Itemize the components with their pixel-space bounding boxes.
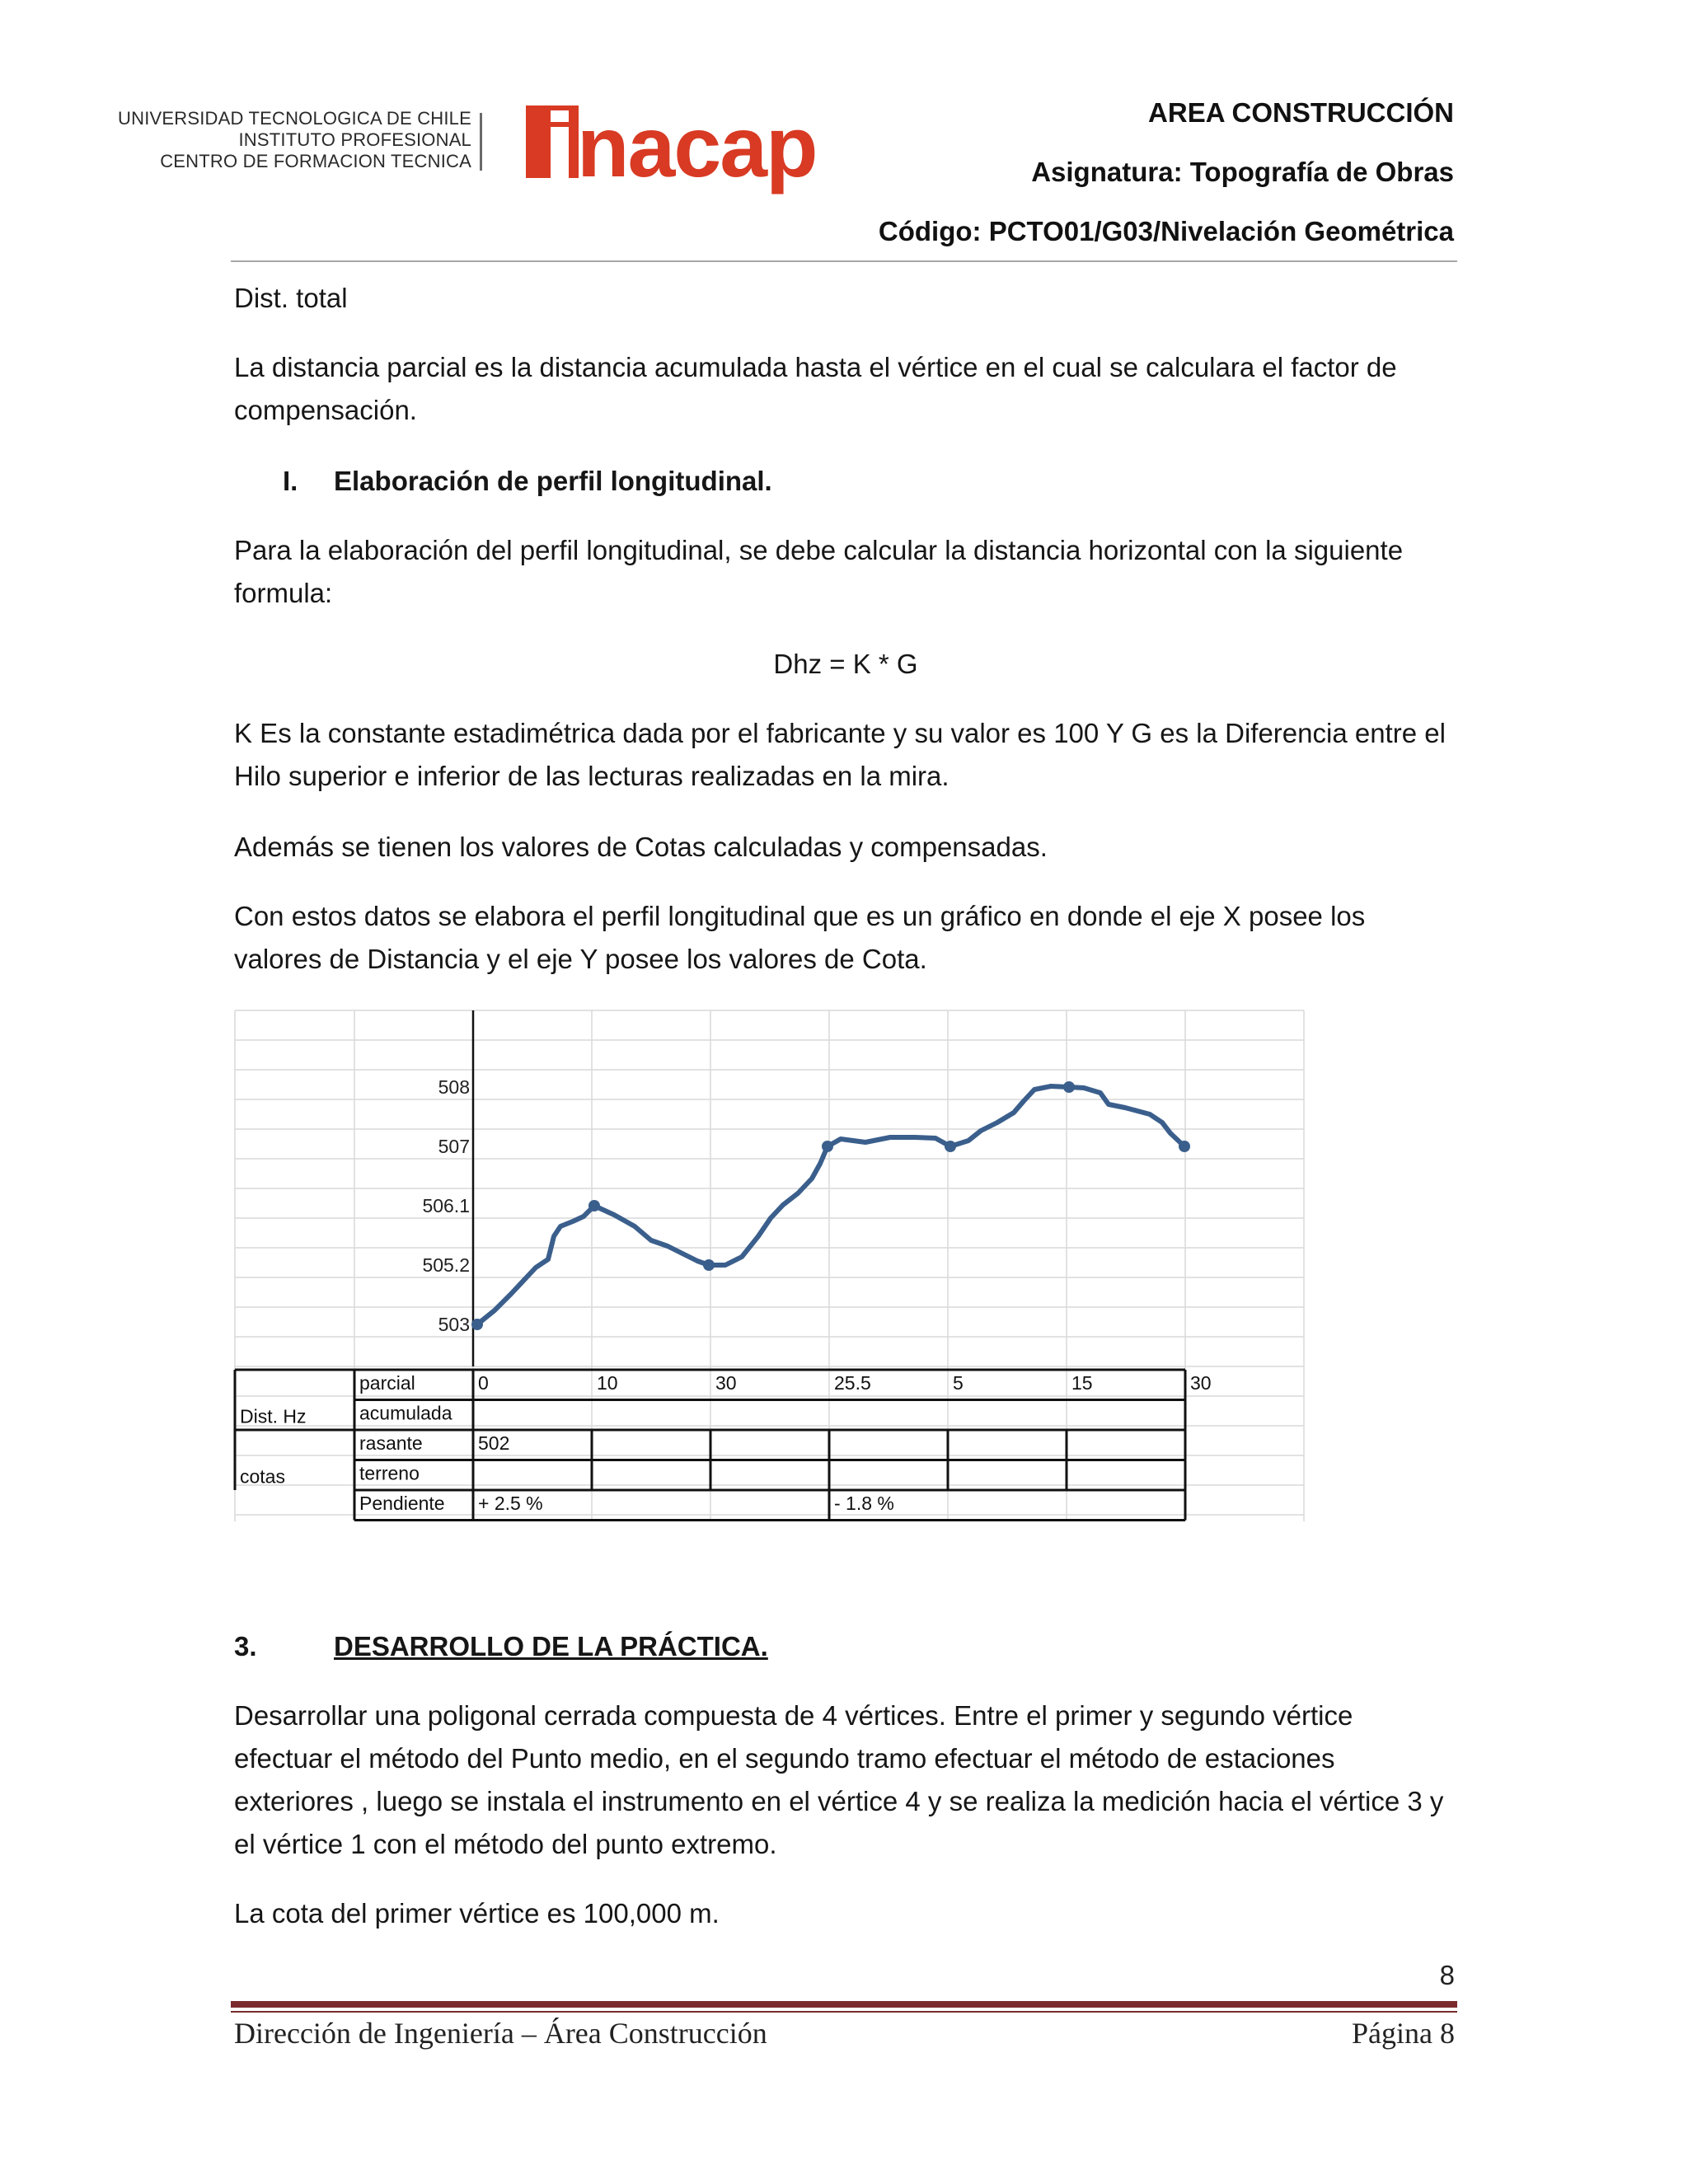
y-tick-labels <box>422 1076 470 1335</box>
paragraph-elaboracion: Para la elaboración del perfil longitudinal, se debe calcular la distancia horizontal con la siguiente formula: <box>234 535 1404 608</box>
page-number: 8 <box>1439 1960 1455 1990</box>
parcial-value: 25.5 <box>834 1372 871 1394</box>
paragraph-desarrollo: Desarrollar una poligonal cerrada compuesta de 4 vértices. Entre el primer y segundo vértice efectuar el método del Punto medio, en el segundo tramo efectuar el método de estaciones exteriores , luego se instala el instrumento en el vértice 4 y se realiza la medición hacia el vértice 3 y el vértice 1 con el método del punto extremo. <box>234 1700 1444 1859</box>
paragraph-distancia-parcial: La distancia parcial es la distancia acumulada hasta el vértice en el cual se calculara el factor de compensación. <box>234 352 1397 425</box>
section-i-number: I. <box>283 466 298 496</box>
profile-points <box>471 1081 1190 1330</box>
paragraph-cota-primer-vertice: La cota del primer vértice es 100,000 m. <box>234 1898 720 1929</box>
parcial-value: 30 <box>1190 1372 1212 1394</box>
profile-point <box>1063 1081 1075 1093</box>
profile-point <box>703 1259 715 1271</box>
asignatura: Asignatura: Topografía de Obras <box>1031 157 1454 187</box>
label-pendiente: Pendiente <box>359 1493 445 1514</box>
paragraph-perfil: Con estos datos se elabora el perfil longitudinal que es un gráfico en donde el eje X posee los valores de Distancia y el eje Y posee los valores de Cota. <box>234 901 1366 974</box>
institution-line: CENTRO DE FORMACION TECNICA <box>160 151 471 171</box>
paragraph-dist-total: Dist. total <box>234 283 348 313</box>
profile-point <box>945 1141 956 1152</box>
pendiente-value: - 1.8 % <box>834 1493 894 1514</box>
logo-text: nacap <box>577 104 817 194</box>
y-tick-label: 506.1 <box>422 1195 470 1216</box>
paragraph-cotas: Además se tienen los valores de Cotas calculadas y compensadas. <box>234 832 1048 862</box>
codigo: Código: PCTO01/G03/Nivelación Geométrica <box>878 216 1454 246</box>
area-title: AREA CONSTRUCCIÓN <box>1148 97 1454 128</box>
label-acumulada: acumulada <box>359 1402 452 1424</box>
parcial-value: 0 <box>478 1372 489 1394</box>
section-3-title: DESARROLLO DE LA PRÁCTICA. <box>334 1631 768 1661</box>
paragraph-constante: K Es la constante estadimétrica dada por el fabricante y su valor es 100 Y G es la Diferencia entre el Hilo superior e inferior de las lecturas realizadas en la mira. <box>234 718 1446 791</box>
institution-line: INSTITUTO PROFESIONAL <box>238 129 471 150</box>
profile-point <box>588 1200 600 1212</box>
profile-point <box>471 1319 483 1330</box>
profile-table <box>235 1370 1212 1521</box>
formula: Dhz = K * G <box>773 649 918 679</box>
y-tick-label: 507 <box>438 1136 470 1157</box>
footer-left: Dirección de Ingeniería – Área Construcción <box>234 2017 767 2050</box>
institution-line: UNIVERSIDAD TECNOLOGICA DE CHILE <box>118 108 471 129</box>
label-cotas: cotas <box>240 1465 285 1488</box>
parcial-value: 10 <box>597 1372 618 1394</box>
footer-right: Página 8 <box>1352 2017 1455 2050</box>
profile-point <box>1179 1141 1190 1152</box>
parcial-value: 30 <box>715 1372 737 1394</box>
label-dist-hz: Dist. Hz <box>240 1405 307 1427</box>
profile-point <box>822 1141 833 1152</box>
profile-line <box>477 1086 1184 1324</box>
y-tick-label: 505.2 <box>422 1254 470 1276</box>
y-tick-label: 508 <box>438 1076 470 1098</box>
section-3-number: 3. <box>234 1631 257 1661</box>
parcial-value: 15 <box>1071 1372 1093 1394</box>
pendiente-value: + 2.5 % <box>478 1493 543 1514</box>
label-parcial: parcial <box>359 1372 415 1394</box>
section-i-title: Elaboración de perfil longitudinal. <box>334 466 772 496</box>
rasante-value: 502 <box>478 1432 510 1454</box>
footer-rule-thick <box>231 2001 1457 2008</box>
parcial-value: 5 <box>953 1372 964 1394</box>
label-terreno: terreno <box>359 1462 420 1484</box>
label-rasante: rasante <box>359 1432 423 1454</box>
y-tick-label: 503 <box>438 1314 470 1335</box>
